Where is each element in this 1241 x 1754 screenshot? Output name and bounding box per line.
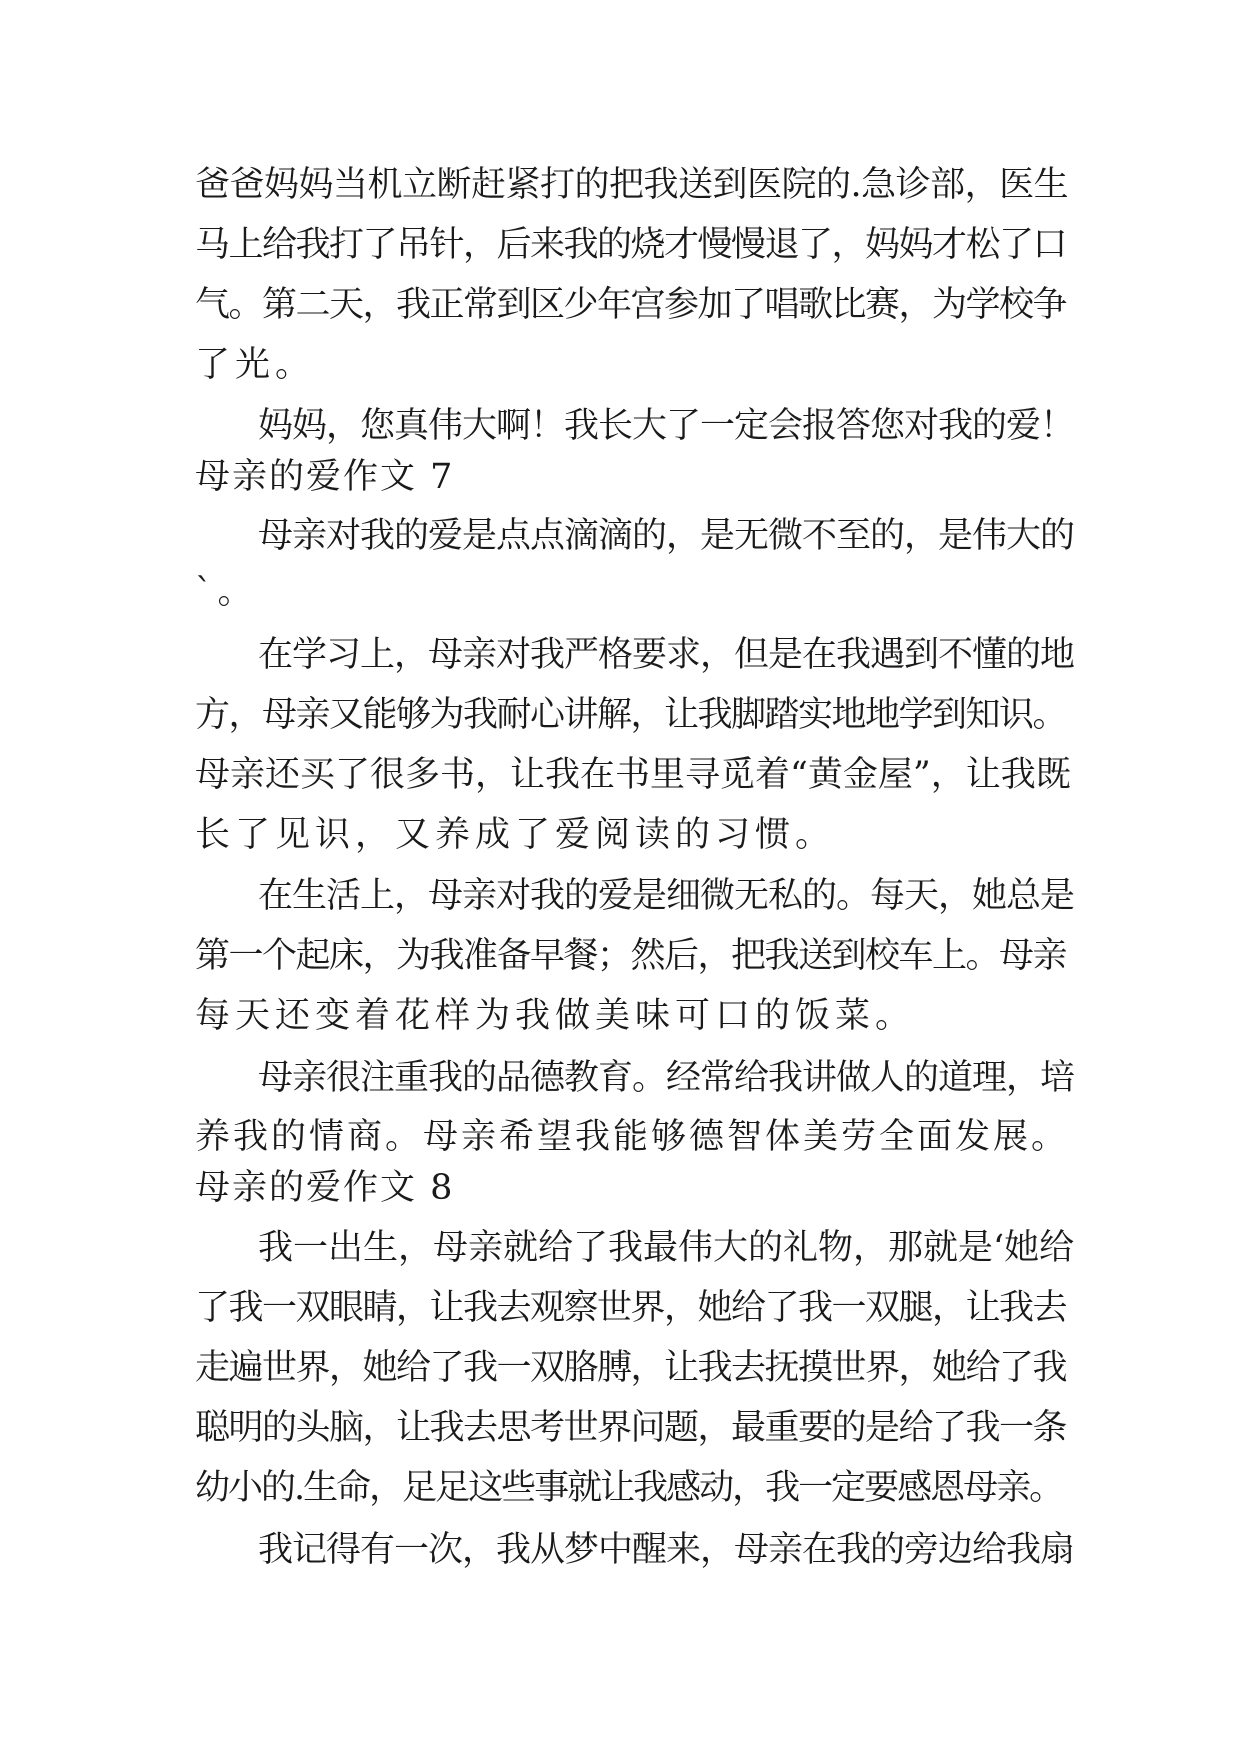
text-line: `。 xyxy=(195,572,258,612)
section-heading: 母亲的爱作文 7 xyxy=(195,457,455,497)
paragraph-first-line: 母亲对我的爱是点点滴滴的，是无微不至的，是伟大的 xyxy=(258,516,1075,556)
text-line: 聪明的头脑，让我去思考世界问题，最重要的是给了我一条 xyxy=(195,1408,1067,1448)
paragraph-first-line: 母亲很注重我的品德教育。经常给我讲做人的道理，培 xyxy=(258,1058,1075,1098)
text-line: 幼小的.生命，足足这些事就让我感动，我一定要感恩母亲。 xyxy=(195,1468,1063,1508)
paragraph-first-line: 我记得有一次，我从梦中醒来，母亲在我的旁边给我扇 xyxy=(258,1530,1075,1570)
text-line: 爸爸妈妈当机立断赶紧打的把我送到医院的.急诊部，医生 xyxy=(195,165,1069,205)
paragraph-first-line: 妈妈，您真伟大啊！我长大了一定会报答您对我的爱！ xyxy=(258,406,1075,446)
text-line: 了光。 xyxy=(195,345,316,385)
text-line: 母亲还买了很多书，让我在书里寻觅着“黄金屋”，让我既 xyxy=(195,755,1071,795)
text-line: 了我一双眼睛，让我去观察世界，她给了我一双腿，让我去 xyxy=(195,1288,1067,1328)
paragraph-first-line: 在生活上，母亲对我的爱是细微无私的。每天，她总是 xyxy=(258,876,1075,916)
text-line: 第一个起床，为我准备早餐；然后，把我送到校车上。母亲 xyxy=(195,936,1067,976)
text-line: 气。第二天，我正常到区少年宫参加了唱歌比赛，为学校争 xyxy=(195,285,1067,325)
text-line: 马上给我打了吊针，后来我的烧才慢慢退了，妈妈才松了口 xyxy=(195,225,1067,265)
text-line: 养我的情商。母亲希望我能够德智体美劳全面发展。 xyxy=(195,1117,1070,1157)
text-line: 每天还变着花样为我做美味可口的饭菜。 xyxy=(195,996,916,1036)
section-heading: 母亲的爱作文 8 xyxy=(195,1168,455,1208)
text-line: 方，母亲又能够为我耐心讲解，让我脚踏实地地学到知识。 xyxy=(195,695,1067,735)
paragraph-first-line: 我一出生，母亲就给了我最伟大的礼物，那就是‘她给 xyxy=(258,1228,1075,1268)
text-line: 长了见识，又养成了爱阅读的习惯。 xyxy=(195,815,836,855)
text-line: 走遍世界，她给了我一双胳膊，让我去抚摸世界，她给了我 xyxy=(195,1348,1067,1388)
paragraph-first-line: 在学习上，母亲对我严格要求，但是在我遇到不懂的地 xyxy=(258,635,1075,675)
